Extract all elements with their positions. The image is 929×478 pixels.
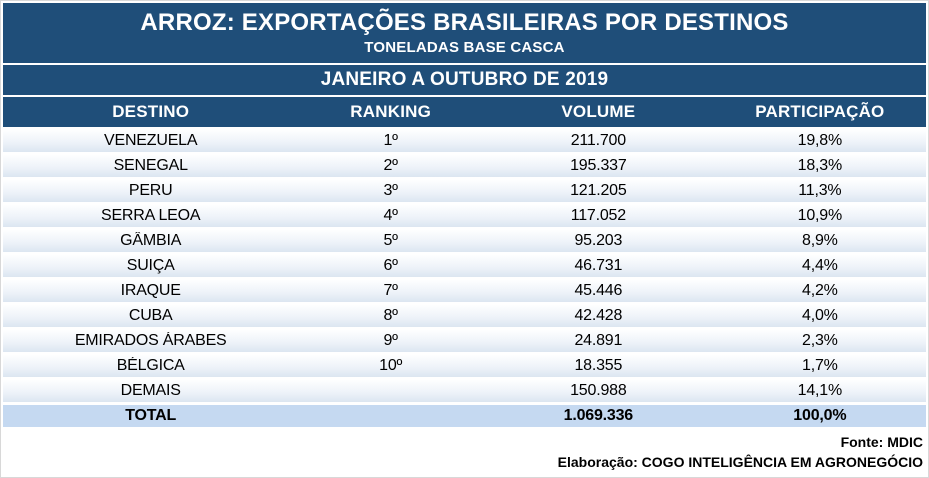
cell-volume: 46.731 [574, 257, 623, 274]
cell-destino: BÉLGICA [116, 357, 185, 374]
source-note: Fonte: MDIC [840, 434, 923, 450]
period-label: JANEIRO A OUTUBRO DE 2019 [320, 69, 609, 90]
cell-volume: 45.446 [574, 282, 623, 299]
cell-participacao: 100,0% [793, 407, 847, 424]
table-row [3, 305, 926, 327]
cell-volume: 95.203 [574, 232, 623, 249]
cell-destino: TOTAL [125, 407, 177, 424]
table-row [3, 155, 926, 177]
table-row [3, 130, 926, 152]
cell-ranking: 9º [383, 332, 398, 349]
column-header-ranking: RANKING [350, 102, 432, 121]
cell-volume: 1.069.336 [563, 407, 634, 424]
column-header-participacao: PARTICIPAÇÃO [755, 102, 885, 121]
cell-volume: 150.988 [570, 382, 627, 399]
cell-ranking: 3º [383, 182, 398, 199]
cell-participacao: 18,3% [797, 157, 843, 174]
cell-ranking: 6º [383, 257, 398, 274]
cell-volume: 117.052 [570, 207, 626, 224]
cell-destino: CUBA [128, 307, 173, 324]
table-row-total [3, 405, 926, 427]
table-row [3, 230, 926, 252]
table-row [3, 330, 926, 352]
cell-participacao: 11,3% [798, 182, 842, 199]
cell-participacao: 4,2% [802, 282, 838, 299]
period-bar [3, 65, 926, 95]
column-header-destino: DESTINO [112, 102, 190, 121]
cell-destino: IRAQUE [120, 282, 181, 299]
report-footer [3, 427, 926, 472]
cell-volume: 121.205 [570, 182, 627, 199]
cell-ranking: 8º [383, 307, 398, 324]
cell-destino: SUIÇA [126, 257, 175, 274]
cell-destino: VENEZUELA [104, 132, 198, 149]
cell-participacao: 14,1% [797, 382, 843, 399]
table-row [3, 180, 926, 202]
cell-volume: 195.337 [570, 157, 627, 174]
cell-ranking: 5º [383, 232, 398, 249]
table-body [3, 130, 926, 427]
cell-participacao: 4,4% [802, 257, 838, 274]
cell-participacao: 10,9% [797, 207, 843, 224]
cell-volume: 24.891 [574, 332, 623, 349]
cell-ranking: 4º [383, 207, 398, 224]
table-row [3, 355, 926, 377]
elaboration-note: Elaboração: COGO INTELIGÊNCIA EM AGRONEGÓCIO [557, 454, 923, 470]
cell-destino: SENEGAL [113, 157, 188, 174]
report-header [3, 3, 926, 63]
cell-volume: 18.355 [574, 357, 623, 374]
cell-participacao: 1,7% [802, 357, 838, 374]
cell-ranking: 7º [383, 282, 398, 299]
column-header-row [3, 97, 926, 127]
cell-destino: EMIRADOS ÁRABES [74, 332, 227, 349]
table-row [3, 280, 926, 302]
cell-ranking: 10º [379, 357, 403, 374]
page-subtitle: TONELADAS BASE CASCA [364, 39, 565, 57]
cell-participacao: 19,8% [797, 132, 843, 149]
cell-participacao: 2,3% [802, 332, 838, 349]
cell-participacao: 4,0% [802, 307, 838, 324]
cell-participacao: 8,9% [802, 232, 838, 249]
cell-ranking: 1º [383, 132, 398, 149]
table-row [3, 205, 926, 227]
table-row [3, 380, 926, 402]
cell-destino: GÂMBIA [120, 232, 182, 249]
page-title: ARROZ: EXPORTAÇÕES BRASILEIRAS POR DESTINOS [140, 8, 789, 36]
column-header-volume: VOLUME [561, 102, 636, 121]
table-row [3, 255, 926, 277]
cell-ranking: 2º [383, 157, 398, 174]
cell-volume: 211.700 [570, 132, 626, 149]
cell-volume: 42.428 [574, 307, 623, 324]
cell-destino: DEMAIS [120, 382, 181, 399]
cell-destino: PERU [128, 182, 173, 199]
cell-destino: SERRA LEOA [100, 207, 201, 224]
